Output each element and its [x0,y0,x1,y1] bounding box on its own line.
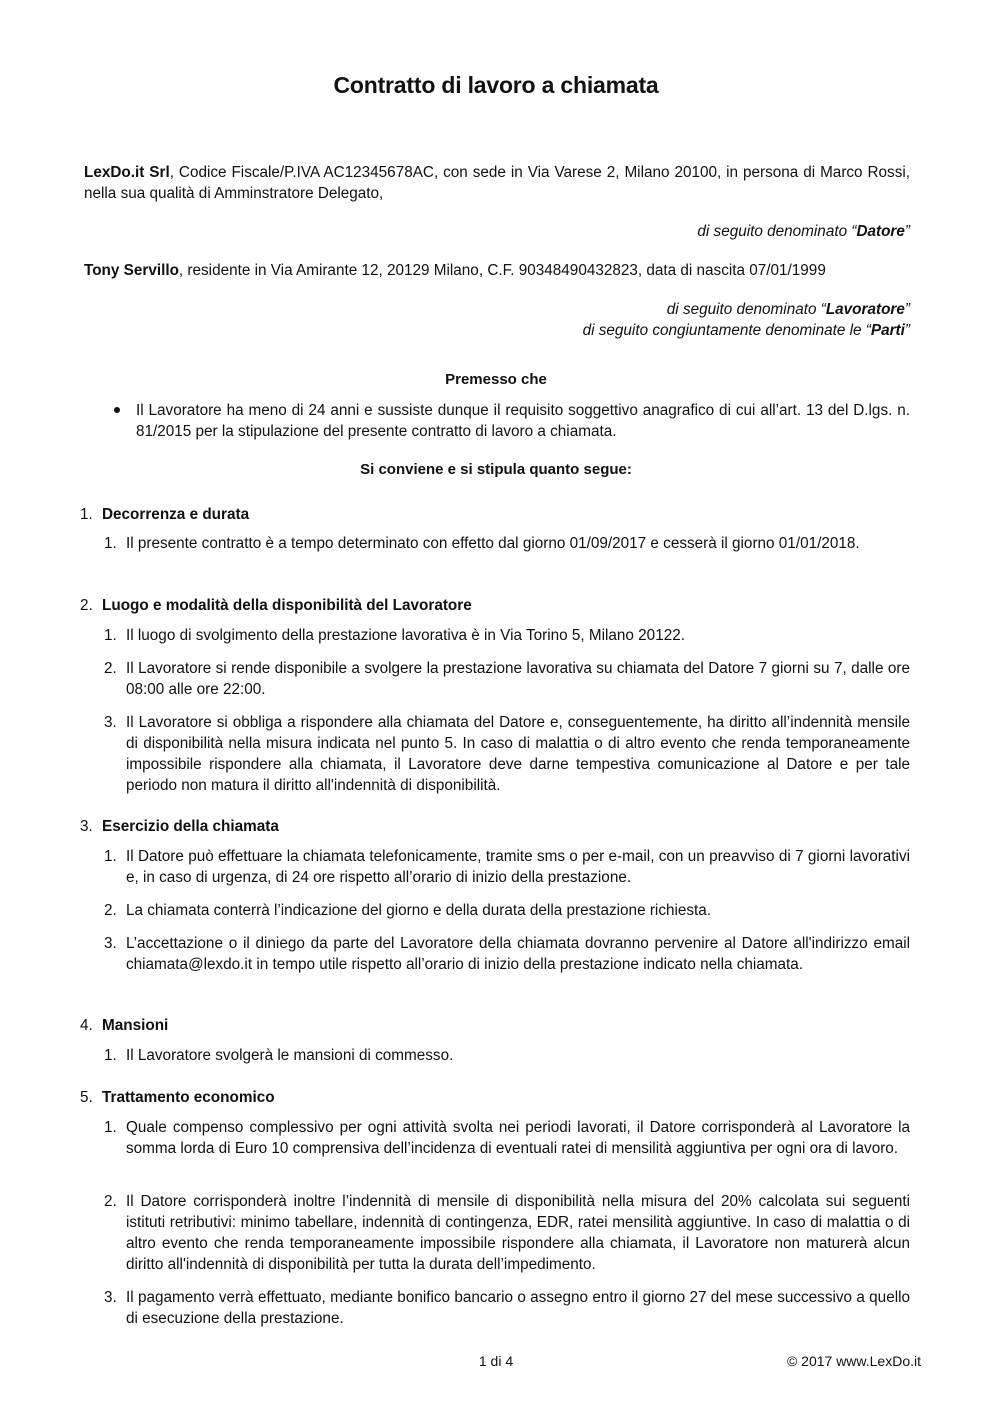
worker-denomination-name: Lavoratore [825,301,905,318]
section-heading: 2. Luogo e modalità della disponibilità del Lavoratore [80,597,472,614]
section-heading: 1. Decorrenza e durata [80,506,250,523]
clause: 2. Il Datore corrisponderà inoltre l’indennità di mensile di disponibilità nella misura del 20% calcolata sui seguenti istituti retributivi: minimo tabellare, indennità di contingenza, EDR, ratei mensilità aggiuntive. In caso di malattia o di altro evento che renda temporaneamente impossibile rispondere alla chiamata, il Lavoratore non maturerà alcun diritto all'indennità di disponibilità per tutta la durata dell’impedimento. [104,1193,910,1273]
clause: 3. L’accettazione o il diniego da parte del Lavoratore della chiamata dovranno pervenire al Datore all'indirizzo email chiamata@lexdo.it in tempo utile rispetto all’orario di inizio della prestazione indicato nella chiamata. [104,935,910,973]
bullet-dot-icon [114,407,120,413]
document-title: Contratto di lavoro a chiamata [333,72,659,98]
clause: 3. Il Lavoratore si obbliga a rispondere alla chiamata del Datore e, conseguentemente, ha diritto all’indennità mensile di disponibilità nella misura indicata nel punto 5. In caso di malattia o di altro evento che renda temporaneamente impossibile rispondere alla chiamata, il Lavoratore deve darne tempestiva comunicazione al Datore e per tale periodo non matura il diritto all'indennità di disponibilità. [104,714,910,794]
agreement-heading: Si conviene e si stipula quanto segue: [360,461,632,478]
section-heading: 5. Trattamento economico [80,1089,275,1106]
premise-bullet: Il Lavoratore ha meno di 24 anni e sussiste dunque il requisito soggettivo anagrafico di cui all’art. 13 del D.lgs. n. 81/2015 per la stipulazione del presente contratto di lavoro a chiamata. [114,400,910,442]
clause: 1. Quale compenso complessivo per ogni attività svolta nei periodi lavorati, il Datore corrisponderà al Lavoratore la somma lorda di Euro 10 comprensiva dell’incidenza di eventuali ratei di mensilità aggiuntiva per ogni ora di lavoro. [104,1119,910,1157]
section-heading: 3. Esercizio della chiamata [80,818,279,835]
clause: 1. Il Lavoratore svolgerà le mansioni di commesso. [104,1047,454,1064]
copyright-link[interactable]: © 2017 www.LexDo.it [786,1353,921,1369]
worker-name: Tony Servillo [84,262,179,279]
employer-denomination: di seguito denominato “Datore” [697,223,910,240]
parties-denomination-name: Parti [870,322,905,339]
employer-details: , Codice Fiscale/P.IVA AC12345678AC, con sede in Via Varese 2, Milano 20100, in persona di Marco Rossi, nella sua qualità di Amminstratore Delegato, [84,164,911,202]
section-heading: 4. Mansioni [80,1017,169,1034]
worker-details: , residente in Via Amirante 12, 20129 Milano, C.F. 90348490432823, data di nascita 07/01/1999 [178,262,826,279]
clause: 1. Il Datore può effettuare la chiamata telefonicamente, tramite sms o per e-mail, con un preavviso di 7 giorni lavorativi e, in caso di urgenza, di 24 ore rispetto all’orario di inizio della prestazione. [104,848,910,886]
employer-name: LexDo.it Srl [84,164,170,181]
employer-denomination-name: Datore [856,223,905,240]
parties-denomination: di seguito congiuntamente denominate le “Parti” [582,322,910,339]
page-number: 1 di 4 [478,1353,514,1369]
clause: 2. La chiamata conterrà l’indicazione del giorno e della durata della prestazione richiesta. [104,902,712,919]
clause: 3. Il pagamento verrà effettuato, mediante bonifico bancario o assegno entro il giorno 27 del mese successivo a quello di esecuzione della prestazione. [104,1289,910,1327]
clause: 2. Il Lavoratore si rende disponibile a svolgere la prestazione lavorativa su chiamata del Datore 7 giorni su 7, dalle ore 08:00 alle ore 22:00. [104,660,910,698]
clause: 1. Il presente contratto è a tempo determinato con effetto dal giorno 01/09/2017 e cesserà il giorno 01/01/2018. [104,535,860,552]
clause: 1. Il luogo di svolgimento della prestazione lavorativa è in Via Torino 5, Milano 20122. [104,627,685,644]
worker-denomination: di seguito denominato “Lavoratore” [666,301,910,318]
employer-paragraph [84,162,910,204]
worker-paragraph [84,260,910,281]
premise-heading: Premesso che [445,371,547,388]
